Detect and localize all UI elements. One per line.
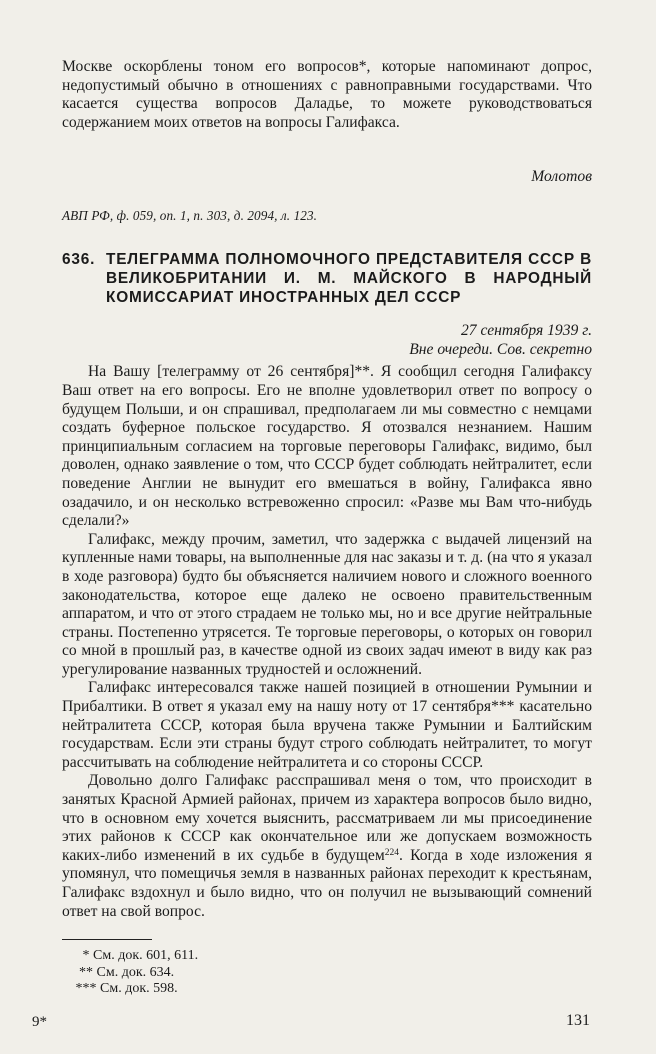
body-paragraph-4: [62, 772, 592, 921]
document-date: 27 сентября 1939 г.: [460, 322, 592, 340]
body-paragraph-3: Галифакс интересовался также нашей позицией в отношении Румынии и Прибалтики. В ответ я указал ему на нашу ноту от 17 сентября*** касательно нейтралитета СССР, которая была вручена также Румынии и Балтийским государствам. Если эти страны будут строго соблюдать нейтралитет, то могут рассчитывать на соблюдение нейтралитета и со стороны СССР.: [62, 679, 592, 771]
footnote-2: ** См. док. 634.: [72, 964, 175, 980]
body-paragraph-1: На Вашу [телеграмму от 26 сентября]**. Я сообщил сегодня Галифаксу Ваш ответ на его вопросы. Его не вполне удовлетворил ответ по вопросу о будущем Польши, и он спрашивал, предполагаем ли мы совместно с немцами создать буферное польское государство. Я отозвался незнанием. Нашим принципиальным согласием на торговые переговоры Галифакс, видимо, был доволен, однако заявление о том, что СССР будет соблюдать нейтралитет, если поведение Англии не вынудит его вмешаться в войну, Галифакса явно озадачило, и он несколько встревоженно спросил: «Разве мы Вам что-нибудь сделали?»: [62, 363, 592, 530]
printer-signature-mark: 9*: [32, 1014, 47, 1030]
footnotes: [62, 948, 592, 998]
document-title: ТЕЛЕГРАММА ПОЛНОМОЧНОГО ПРЕДСТАВИТЕЛЯ СССР В ВЕЛИКОБРИТАНИИ И. М. МАЙСКОГО В НАРОДНЫЙ КОМИССАРИАТ ИНОСТРАННЫХ ДЕЛ СССР: [106, 251, 592, 307]
document-number: 636.: [62, 251, 96, 269]
document-heading: [62, 250, 592, 307]
telegram-body: [62, 363, 592, 921]
footnote-3: *** См. док. 598.: [72, 981, 178, 997]
document-page: [62, 58, 592, 998]
document-classification: Вне очереди. Сов. секретно: [409, 341, 592, 359]
continuation-paragraph: Москве оскорблены тоном его вопросов*, которые напоминают допрос, недопустимый обычно в отношениях с равноправными государствами. Что касается существа вопросов Даладье, то можете руководствоваться содержанием моих ответов на вопросы Галифакса.: [62, 58, 592, 131]
endnote-marker: 224: [384, 847, 399, 858]
footnote-divider: [62, 939, 152, 940]
dateline: [62, 321, 592, 359]
signature: Молотов: [531, 168, 592, 186]
page-number: 131: [566, 1012, 590, 1029]
body-paragraph-4-part-1: Довольно долго Галифакс расспрашивал меня о том, что происходит в занятых Красной Армией районах, причем из характера вопросов было видно, что в основном ему хочется выяснить, рассматриваем ли мы присоединение этих районов к СССР как окончательное или же допускаем возможность каких-либо изменений в их судьбе в будущем: [62, 772, 592, 864]
body-paragraph-4-part-2: . Когда в ходе изложения я упомянул, что помещичья земля в названных районах переходит к крестьянам, Галифакс вздохнул и было видно, что он получил не вызывающий сомнений ответ на свой вопрос.: [62, 846, 592, 920]
archive-reference: АВП РФ, ф. 059, оп. 1, п. 303, д. 2094, л. 123.: [62, 208, 318, 224]
footnote-1: * См. док. 601, 611.: [72, 948, 199, 964]
body-paragraph-2: Галифакс, между прочим, заметил, что задержка с выдачей лицензий на купленные нами товары, на выполненные для нас заказы и т. д. (на что я указал в ходе разговора) будто бы объясняется наличием нового и сложного военного законодательства, которое еще далеко не освоено правительственным аппаратом, и что от этого страдаем не только мы, но и все другие нейтральные страны. Постепенно утрясется. Те торговые переговоры, о которых он говорил со мной в прошлый раз, в качестве одной из своих задач имеют в виду как раз урегулирование названных трудностей и осложнений.: [62, 530, 592, 678]
